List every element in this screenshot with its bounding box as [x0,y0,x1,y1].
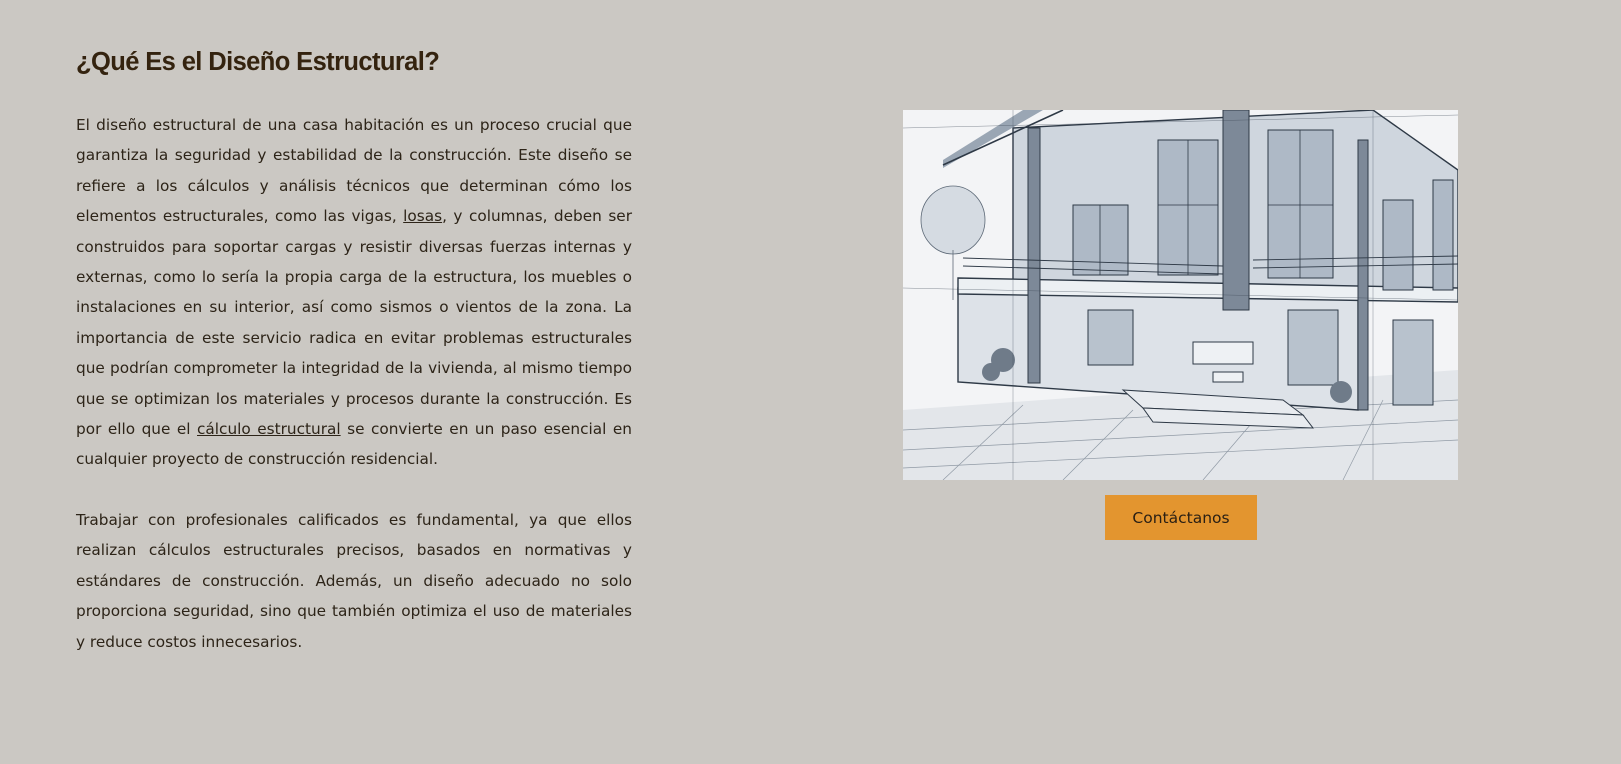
link-calculo-estructural[interactable]: cálculo estructural [197,420,341,439]
paragraph-professionals: Trabajar con profesionales calificados es fundamental, ya que ellos realizan cálculos estructurales precisos, basados en normativas y estándares de construcción. Además, un diseño adecuado no solo proporciona seguridad, sino que también optimiza el uso de materiales y reduce costos innecesarios. [76,510,632,651]
contact-button[interactable]: Contáctanos [1105,495,1257,540]
text-column [76,110,632,657]
paragraph-intro-text-2: , y columnas, deben ser construidos para soportar cargas y resistir diversas fuerzas internas y externas, como lo sería la propia carga de la estructura, los muebles o instalaciones en su interior, así como sismos o vientos de la zona. La importancia de este servicio radica en evitar problemas estructurales que podrían comprometer la integridad de la vivienda, al mismo tiempo que se optimizan los materiales y procesos durante la construcción. Es por ello que el [76,207,632,439]
paragraph-intro [76,110,632,475]
paragraph-intro-text-1: El diseño estructural de una casa habitación es un proceso crucial que garantiza la seguridad y estabilidad de la construcción. Este diseño se refiere a los cálculos y análisis técnicos que determinan cómo los elementos estructurales, como las vigas, [76,116,632,226]
house-sketch-image [903,110,1458,480]
paragraph-intro-text-3: se convierte en un paso esencial en cualquier proyecto de construcción residencial. [76,420,632,469]
house-sketch-illustration [903,110,1458,480]
section-title: ¿Qué Es el Diseño Estructural? [76,48,440,76]
link-losas[interactable]: losas [403,207,443,226]
